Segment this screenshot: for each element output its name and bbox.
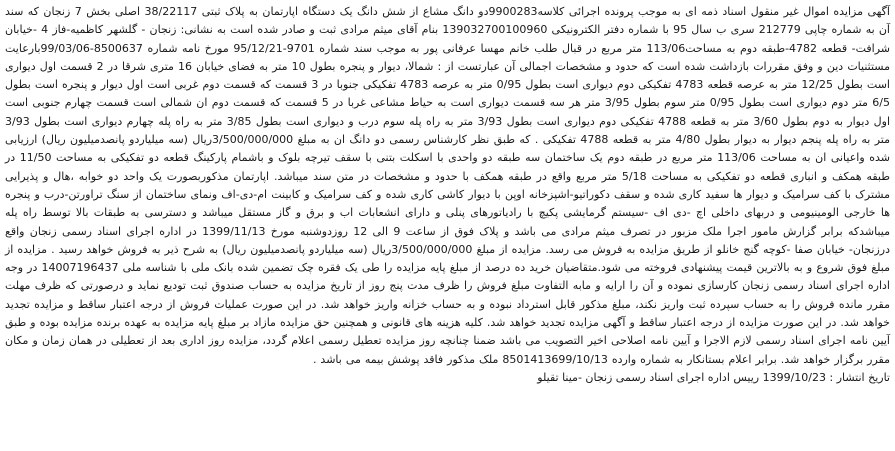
notice-body-text: آگهی مزایده اموال غیر منقول اسناد ذمه ای به موجب پرونده اجرائی کلاسه9900283دو دانگ مشاع از شش دانگ یک دستگاه اپارتمان به پلاک ثبتی 38/22117 اصلی بخش 7 زنجان که سند آن به شماره چاپی 212779 سری ب سال 95 با شماره دفتر الکترونیکی 139032700100960 بنام آقای میثم مرادی ثبت و صادر شده است به نشانی: زنجان - گلشهر کاظمیه-فاز 4 -خیابان شرافت- قطعه 4782-طبقه دوم به مساحت113/06 متر مربع در قبال طلب خانم مهسا عرفانی پور به موجب سند شماره 9701-95/12/21 مورخ نامه شماره 8500637-99/03/06بارعایت مستثنیات دین و وفق مقررات بازداشت شده است که حدود و مشخصات اجمالی آن عبارتست از : شمالا، دیوار و پنجره بطول 10 متر به فضای خیابان 16 متری شرقا در 2 قسمت اول دیواری است بطول 12/25 متر به عرصه قطعه 4783 تفکیکی دوم دیواری است بطول 0/95 متر به عرصه 4783 تفکیکی جنوبا در 3 قسمت که قسمت دوم غربی است اول دیوار و پنجره است بطول 6/5 متر دوم دیواری است بطول 0/95 متر سوم بطول 3/95 متر هر سه قسمت دیواری است به حیاط مشاعی غربا در 5 قسمت که قسمت دوم ان شمالی است قسمت چهارم جنوبی است اول دیوار به دوم بطول 3/60 متر به قطعه 4788 تفکیکی دوم دیواری است بطول 3/93 متر به راه پله سوم درب و دیواری است بطول 3/85 متر به راه پله چهارم دیواری است بطول 3/93 متر به راه پله پنجم دیوار به دیوار بطول 4/80 متر به قطعه 4788 تفکیکی . که طبق نظر کارشناس رسمی دو دانگ ان به مبلغ 3/500/000/000ریال (سه میلیاردو پانصدمیلیون ریال) ارزیابی شده واعیانی ان به مساحت 113/06 متر مربع در طبقه دوم یک ساختمان سه طبقه دو واحدی با اسکلت بتنی با سقف تیرچه بلوک و باشمام پارکینگ قطعه دو تفکیکی به مساحت 11/50 در طبقه همکف و انباری قطعه دو تفکیکی به مساحت 5/18 متر مربع واقع در طبقه همکف با حدود و مشخصات در متن سند میباشد. اپارتمان مذکوربصورت یک واحد دو خوابه ،هال و پذیرایی مشترک با کف سرامیک و دیوار ها سفید کاری شده و سقف دکوراتیو-اشپزخانه اوپن با دیوار کاشی کاری شده و کف سرامیک و کابینت ام-دی-اف ونمای ساختمان از سنگ تراورتن-درب و پنجره ها خارجی الومینیومی و دربهای داخلی اچ -دی اف -سیستم گرمایشی پکیچ با رادیاتورهای پنلی و دارای انشعابات اب و برق و گاز مستقل میباشد و دسترسی به طبقات بالا توسط راه پله میباشدکه برابر گزارش مامور اجرا ملک مزبور در تصرف میثم مرادی می باشد و پلاک فوق از ساعت 9 الی 12 روزدوشنبه مورخ 1399/11/13 در اداره اجرای اسناد رسمی زنجان واقع درزنجان- خیابان صفا -کوچه گنج خانلو از طریق مزایده به فروش می رسد. مزایده از مبلغ 3/500/000/000ریال (سه میلیاردو پانصدمیلیون ریال) به شرح ذیر به فروش خواهد رسید . مزایده از مبلغ فوق شروع و به بالاترین قیمت پیشنهادی فروخته می شود.متقاضیان خرید ده درصد از مبلغ پایه مزایده را طی یک فقره چک تضمین شده بانک ملی با شناسه ملی 14007196437 در وجه اداره اجرای اسناد رسمی زنجان کارسازی نموده و آن را ارایه و مابه التفاوت مبلغ فروش را ظرف مدت پنج روز از تاریخ مزایده به حساب صندوق ثبت تودیع نماید و درصورتی که ظرف مهلت مقرر مانده فروش را به حساب سپرده ثبت واریز نکند، مبلغ مذکور قابل استرداد نبوده و به حساب خزانه واریز خواهد شد. در این صورت عملیات فروش از درجه اعتبار ساقط و مزایده تجدید خواهد شد. در این صورت مزایده از درجه اعتبار ساقط و آگهی مزایده تجدید خواهد شد. کلیه هزینه های قانونی و همچنین حق مزایده مازاد بر مبلغ پایه مزایده به عهده برنده مزایده بوده و طبق آیین نامه اجرای اسناد رسمی لازم الاجرا و آیین نامه اصلاحی اخیر التصویب می باشد ضمنا چنانچه روز مزایده تعطیل رسمی اعلام گردد، مزایده روز اداری بعد از تعطیلی در همان زمان و مکان مقرر برگزار خواهد شد. برابر اعلام بستانکار به شماره وارده 8501413699/10/13 ملک مذکور فاقد پوشش بیمه می باشد . [5, 5, 891, 366]
publish-date-and-signature: تاریخ انتشار : 1399/10/23 رییس اداره اجرای اسناد رسمی زنجان -مینا تقیلو [537, 370, 890, 384]
